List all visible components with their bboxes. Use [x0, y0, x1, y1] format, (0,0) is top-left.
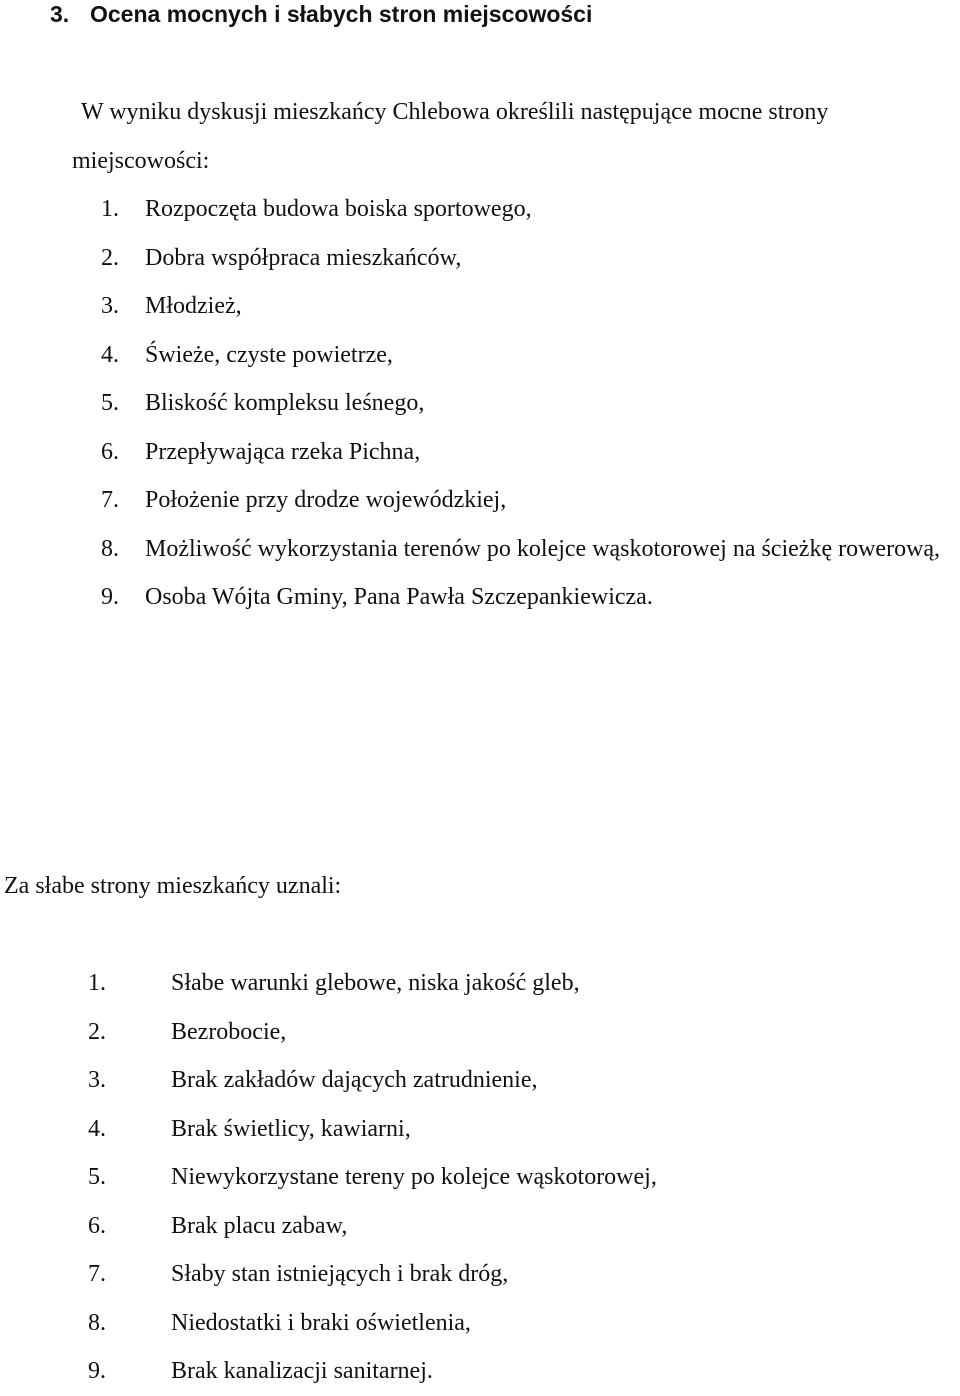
item-number: 2. [88, 1018, 106, 1045]
item-number: 6. [101, 438, 119, 465]
item-text: Świeże, czyste powietrze, [145, 341, 393, 368]
weakness-item [88, 1299, 948, 1348]
item-text: Dobra współpraca mieszkańców, [145, 244, 462, 271]
item-text: Bliskość kompleksu leśnego, [145, 390, 425, 416]
item-text: Bezrobocie, [171, 1018, 287, 1045]
item-text: Słaby stan istniejących i brak dróg, [171, 1261, 509, 1287]
item-text: Przepływająca rzeka Pichna, [145, 438, 421, 465]
item-text: Osoba Wójta Gminy, Pana Pawła Szczepankiewicza. [145, 584, 653, 610]
section-heading [50, 0, 592, 28]
strength-item [101, 428, 957, 477]
item-text: Młodzież, [145, 293, 242, 319]
item-text: Słabe warunki glebowe, niska jakość gleb, [171, 970, 580, 996]
item-number: 4. [101, 341, 119, 368]
item-number: 9. [88, 1358, 106, 1384]
strength-item [101, 234, 957, 283]
weakness-item [88, 1008, 948, 1057]
item-text: Rozpoczęta budowa boiska sportowego, [145, 196, 532, 222]
weakness-item [88, 1202, 948, 1251]
item-number: 3. [88, 1067, 106, 1093]
item-number: 1. [101, 196, 119, 222]
item-text: Brak zakładów dających zatrudnienie, [171, 1067, 538, 1093]
strength-item [101, 525, 957, 574]
item-number: 1. [88, 970, 106, 996]
weakness-item [88, 1250, 948, 1299]
item-number: 6. [88, 1212, 106, 1239]
item-text: Brak świetlicy, kawiarni, [171, 1115, 411, 1142]
item-text: Brak kanalizacji sanitarnej. [171, 1358, 433, 1384]
item-text: Możliwość wykorzystania terenów po kolejce wąskotorowej na ścieżkę rowerową, [145, 535, 941, 562]
weakness-item [88, 1056, 948, 1105]
item-number: 2. [101, 244, 119, 271]
item-number: 7. [88, 1261, 106, 1287]
item-text: Położenie przy drodze wojewódzkiej, [145, 487, 507, 513]
weaknesses-list [88, 959, 948, 1396]
item-text: Brak placu zabaw, [171, 1212, 348, 1239]
strength-item [101, 379, 957, 428]
item-text: Niewykorzystane tereny po kolejce wąskotorowej, [171, 1164, 657, 1190]
strength-item [101, 282, 957, 331]
item-number: 8. [101, 535, 119, 562]
strengths-list [101, 185, 957, 622]
weakness-item [88, 959, 948, 1008]
item-number: 3. [101, 293, 119, 319]
item-number: 8. [88, 1309, 106, 1336]
intro-paragraph: W wyniku dyskusji mieszkańcy Chlebowa określili następujące mocne strony miejscowości: [72, 99, 829, 174]
weakness-item [88, 1153, 948, 1202]
weakness-item [88, 1347, 948, 1396]
item-number: 9. [101, 584, 119, 610]
item-number: 5. [88, 1164, 106, 1190]
item-text: Niedostatki i braki oświetlenia, [171, 1309, 471, 1336]
item-number: 7. [101, 487, 119, 513]
section-title: Ocena mocnych i słabych stron miejscowości [90, 1, 593, 27]
strength-item [101, 331, 957, 380]
weakness-item [88, 1105, 948, 1154]
strength-item [101, 476, 957, 525]
item-number: 4. [88, 1115, 106, 1142]
item-number: 5. [101, 390, 119, 416]
strength-item [101, 185, 957, 234]
weaknesses-title: Za słabe strony mieszkańcy uznali: [4, 873, 342, 899]
section-number: 3. [50, 1, 70, 27]
strength-item [101, 573, 957, 622]
